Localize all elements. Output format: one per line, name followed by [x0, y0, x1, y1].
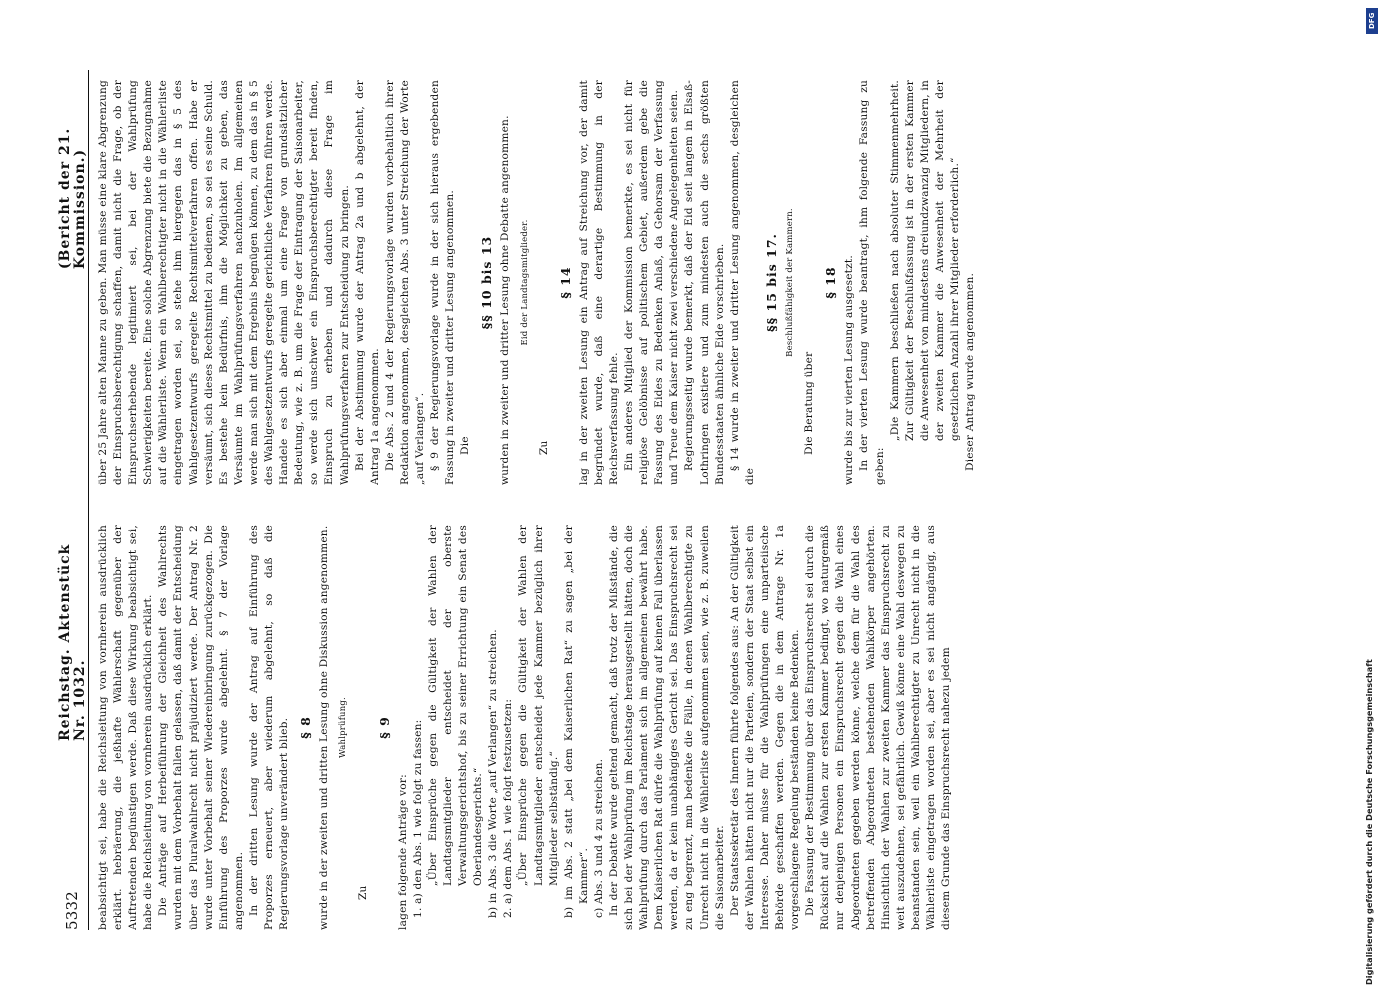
section-heading-9: § 9 [376, 716, 392, 739]
header-title: Reichstag. Aktenstück Nr. 1032. [56, 543, 88, 742]
section-caption-18: Beschlußfähigkeit der Kammern. [785, 208, 796, 357]
section-caption-14: Eid der Landtagsmitglieder. [519, 219, 530, 346]
paragraph: lagen folgende Anträge vor: [396, 774, 409, 930]
page-number: 5332 [63, 891, 82, 930]
right-column [96, 80, 1286, 485]
paragraph: § 14 wurde in zweiter und dritter Lesung angenommen, desgleichen die [728, 80, 756, 485]
section-heading-15-17: §§ 15 bis 17. [763, 233, 779, 332]
paragraph: Dieser Antrag wurde angenommen. [964, 272, 977, 471]
paragraph: Ein anderes Mitglied der Kommission bemerkte, es sei nicht für religiöse Gelöbnisse auf politischem Gebiet, außerdem gebe die Fassung des Eides zu Bedenken Anlaß, da Gehorsam der Verfassung und Treue dem Kaiser nicht zwei verschiedene Angelegenheiten seien. [623, 80, 681, 485]
left-column [96, 525, 1286, 930]
paragraph: über 25 Jahre alten Manne zu geben. Man müsse eine klare Abgrenzung der Einspruchsberechtigung schaffen, damit nicht die Frage, ob der Einspruchserhebende legitimiert sei, bei der Wahlprüfung Schwierigkeiten bereite. Eine solche Abgrenzung biete die Bezugnahme auf die Wählerliste. Wenn ein Wahlberechtigter nicht in die Wählerliste eingetragen worden sei, so stehe ihm hiergegen das in § 5 des Wahlgesetzentwurfs geregelte Rechtsmittelverfahren offen. Habe er versäumt, sich dieses Rechtsmittel zu bedienen, so sei es seine Schuld. Es bestehe kein Bedürfnis, ihm die Möglichkeit zu geben, das Versäumte im Wahlprüfungsverfahren nachzuholen. Im allgemeinen werde man sich mit dem Ergebnis begnügen können, zu dem das in § 5 des Wahlgesetzentwurfs geregelte gerichtliche Verfahren führen werde. Handele es sich aber einmal um eine Frage von grundsätzlicher Bedeutung, wie z. B. um die Frage der Eintragung der Saisonarbeiter, so werde sich unschwer ein Einspruchsberechtigter bereit finden, Einspruch zu erheben und dadurch diese Frage im Wahlprüfungsverfahren zur Entscheidung zu bringen. [97, 80, 351, 485]
paragraph: lag in der zweiten Lesung ein Antrag auf Streichung vor, der damit begründet wurde, daß eine derartige Bestimmung in der Reichsverfassung fehle. [577, 80, 620, 485]
paragraph: In der vierten Lesung wurde beantragt, ihm folgende Fassung zu geben: [858, 80, 886, 485]
list-item: 2. a) dem Abs. 1 wie folgt festzusetzen: [502, 698, 515, 918]
document-page [58, 70, 1298, 930]
paragraph: Regierungsseitig wurde bemerkt, daß der Eid seit langem in Elsaß-Lothringen existiere und zum mindesten auch die sechs größten Bundesstaaten ähnliche Eide vorschrieben. [683, 80, 726, 485]
digitization-credit: Digitalisierung gefördert durch die Deutsche Forschungsgemeinschaft [1364, 659, 1374, 985]
paragraph: Die Anträge auf Herbeiführung der Gleichheit des Wahlrechts wurden mit dem Vorbehalt fallen gelassen, daß damit der Entscheidung über das Pluralwahlrecht nicht präjudiziert werde. Der Antrag Nr. 2 wurde unter Vorbehalt seiner Wiedereinbringung zurückgezogen. Die Einführung des Proporzes wurde abgelehnt. § 7 der Vorlage angenommen. [157, 525, 245, 930]
zu-label: Zu [356, 885, 369, 900]
list-item: 1. a) den Abs. 1 wie folgt zu fassen: [411, 719, 424, 918]
section-heading-18: § 18 [823, 266, 839, 299]
header-report: (Bericht der 21. Kommission.) [56, 127, 88, 270]
list-item: b) im Abs. 2 statt „bei dem Kaiserlichen Rat“ zu sagen „bei der Kammer“. [562, 525, 590, 918]
list-item: b) in Abs. 3 die Worte „auf Verlangen“ zu streichen. [487, 629, 500, 918]
paragraph: § 9 der Regierungsvorlage wurde in der sich hieraus ergebenden Fassung in zweiter und dritter Lesung angenommen. [429, 80, 457, 485]
section-caption-9: Wahlprüfung. [338, 697, 349, 758]
list-item: c) Abs. 3 und 4 zu streichen. [592, 758, 605, 918]
paragraph: Die Beratung über [803, 351, 816, 455]
paragraph: Der Staatssekretär des Innern führte folgendes aus: An der Gültigkeit der Wahlen hätten nicht nur die Parteien, sondern der Staat selbst ein Interesse. Daher müsse für die Wahlprüfungen eine unparteiische Behörde geschaffen werden. Gegen die in dem Antrage Nr. 1a vorgeschlagene Regelung beständen keine Bedenken. [728, 525, 802, 930]
quoted-paragraph: „Die Kammern beschließen nach absoluter Stimmenmehrheit. Zur Gültigkeit der Beschlußfassung ist in der ersten Kammer die Anwesenheit von mindestens dreiundzwanzig Mitgliedern, in der zweiten Kammer die Anwesenheit der Mehrheit der gesetzlichen Anzahl ihrer Mitglieder erforderlich.“ [888, 80, 961, 441]
paragraph: beabsichtigt sei, habe die Reichsleitung von vornherein ausdrücklich erklärt. hebräerung, die jeßhafte Wählerschaft gegenüber der Auftretenden begünstigen werde. Daß diese Wirkung beabsichtigt sei, habe die Reichsleitung von vornherein ausdrücklich erklärt. [97, 525, 155, 930]
paragraph: wurde in der zweiten und dritten Lesung ohne Diskussion angenommen. [318, 525, 331, 930]
paragraph: In der Debatte wurde geltend gemacht, daß trotz der Mißstände, die sich bei der Wahlprüfung im Reichstage herausgestellt hätten, doch die Wahlprüfung durch das Parlament sich im allgemeinen bewährt habe. Dem Kaiserlichen Rat dürfe die Wahlprüfung auf keinen Fall überlassen werden, da er kein unabhängiges Gericht sei. Das Einspruchsrecht sei zu eng begrenzt, man bedenke die Fälle, in denen Wahlberechtigte zu Unrecht nicht in die Wählerliste aufgenommen seien, wie z. B. zuweilen die Saisonarbeiter. [608, 525, 726, 930]
list-item: „Über Einsprüche gegen die Gültigkeit der Wahlen der Landtagsmitglieder entscheidet der oberste Verwaltungsgerichtshof, bis zu seiner Errichtung ein Senat des Oberlandesgerichts.“ [426, 525, 485, 886]
paragraph: wurde bis zur vierten Lesung ausgesetzt. [843, 255, 856, 485]
die-label: Die [459, 436, 472, 455]
page-header [58, 70, 89, 930]
section-heading-10-13: §§ 10 bis 13 [479, 235, 495, 330]
paragraph: Die Abs. 2 und 4 der Regierungsvorlage wurden vorbehaltlich ihrer Redaktion angenommen, desgleichen Abs. 3 unter Streichung der Worte „auf Verlangen“. [383, 80, 426, 485]
zu-label: Zu [537, 440, 550, 455]
paragraph: Die Fassung der Bestimmung über das Einspruchsrecht sei durch die Rücksicht auf die Wahlen zur ersten Kammer bedingt, wo naturgemäß nur denjenigen Personen ein Einspruchsrecht gegen die Wahl eines Abgeordneten gegeben werden könne, welche dem für die Wahl des betreffenden Abgeordneten bestehenden Wahlkörper angehörten. Hinsichtlich der Wahlen zur zweiten Kammer das Einspruchsrecht zu weit auszudehnen, sei gefährlich. Gewiß könne eine Wahl deswegen zu beanstanden sein, weil ein Wahlberechtigter zu Unrecht nicht in die Wählerliste eingetragen worden sei, aber es sei nicht angängig, aus diesem Grunde das Einspruchsrecht nahezu jedem [804, 525, 953, 930]
paragraph: wurden in zweiter und dritter Lesung ohne Debatte angenommen. [499, 115, 512, 485]
section-heading-14: § 14 [557, 266, 573, 299]
paragraph: Bei der Abstimmung wurde der Antrag 2a und b abgelehnt, der Antrag 1a angenommen. [353, 80, 381, 485]
dfg-logo-text: DFG [1368, 12, 1376, 30]
section-heading-8: § 8 [298, 716, 314, 739]
list-item: „Über Einsprüche gegen die Gültigkeit der Wahlen der Landtagsmitglieder entscheidet jede Kammer bezüglich ihrer Mitglieder selbständig.“ [517, 525, 560, 886]
paragraph: In der dritten Lesung wurde der Antrag auf Einführung des Proporzes erneuert, aber wiederum abgelehnt, so daß die Regierungsvorlage unverändert blieb. [247, 525, 291, 930]
